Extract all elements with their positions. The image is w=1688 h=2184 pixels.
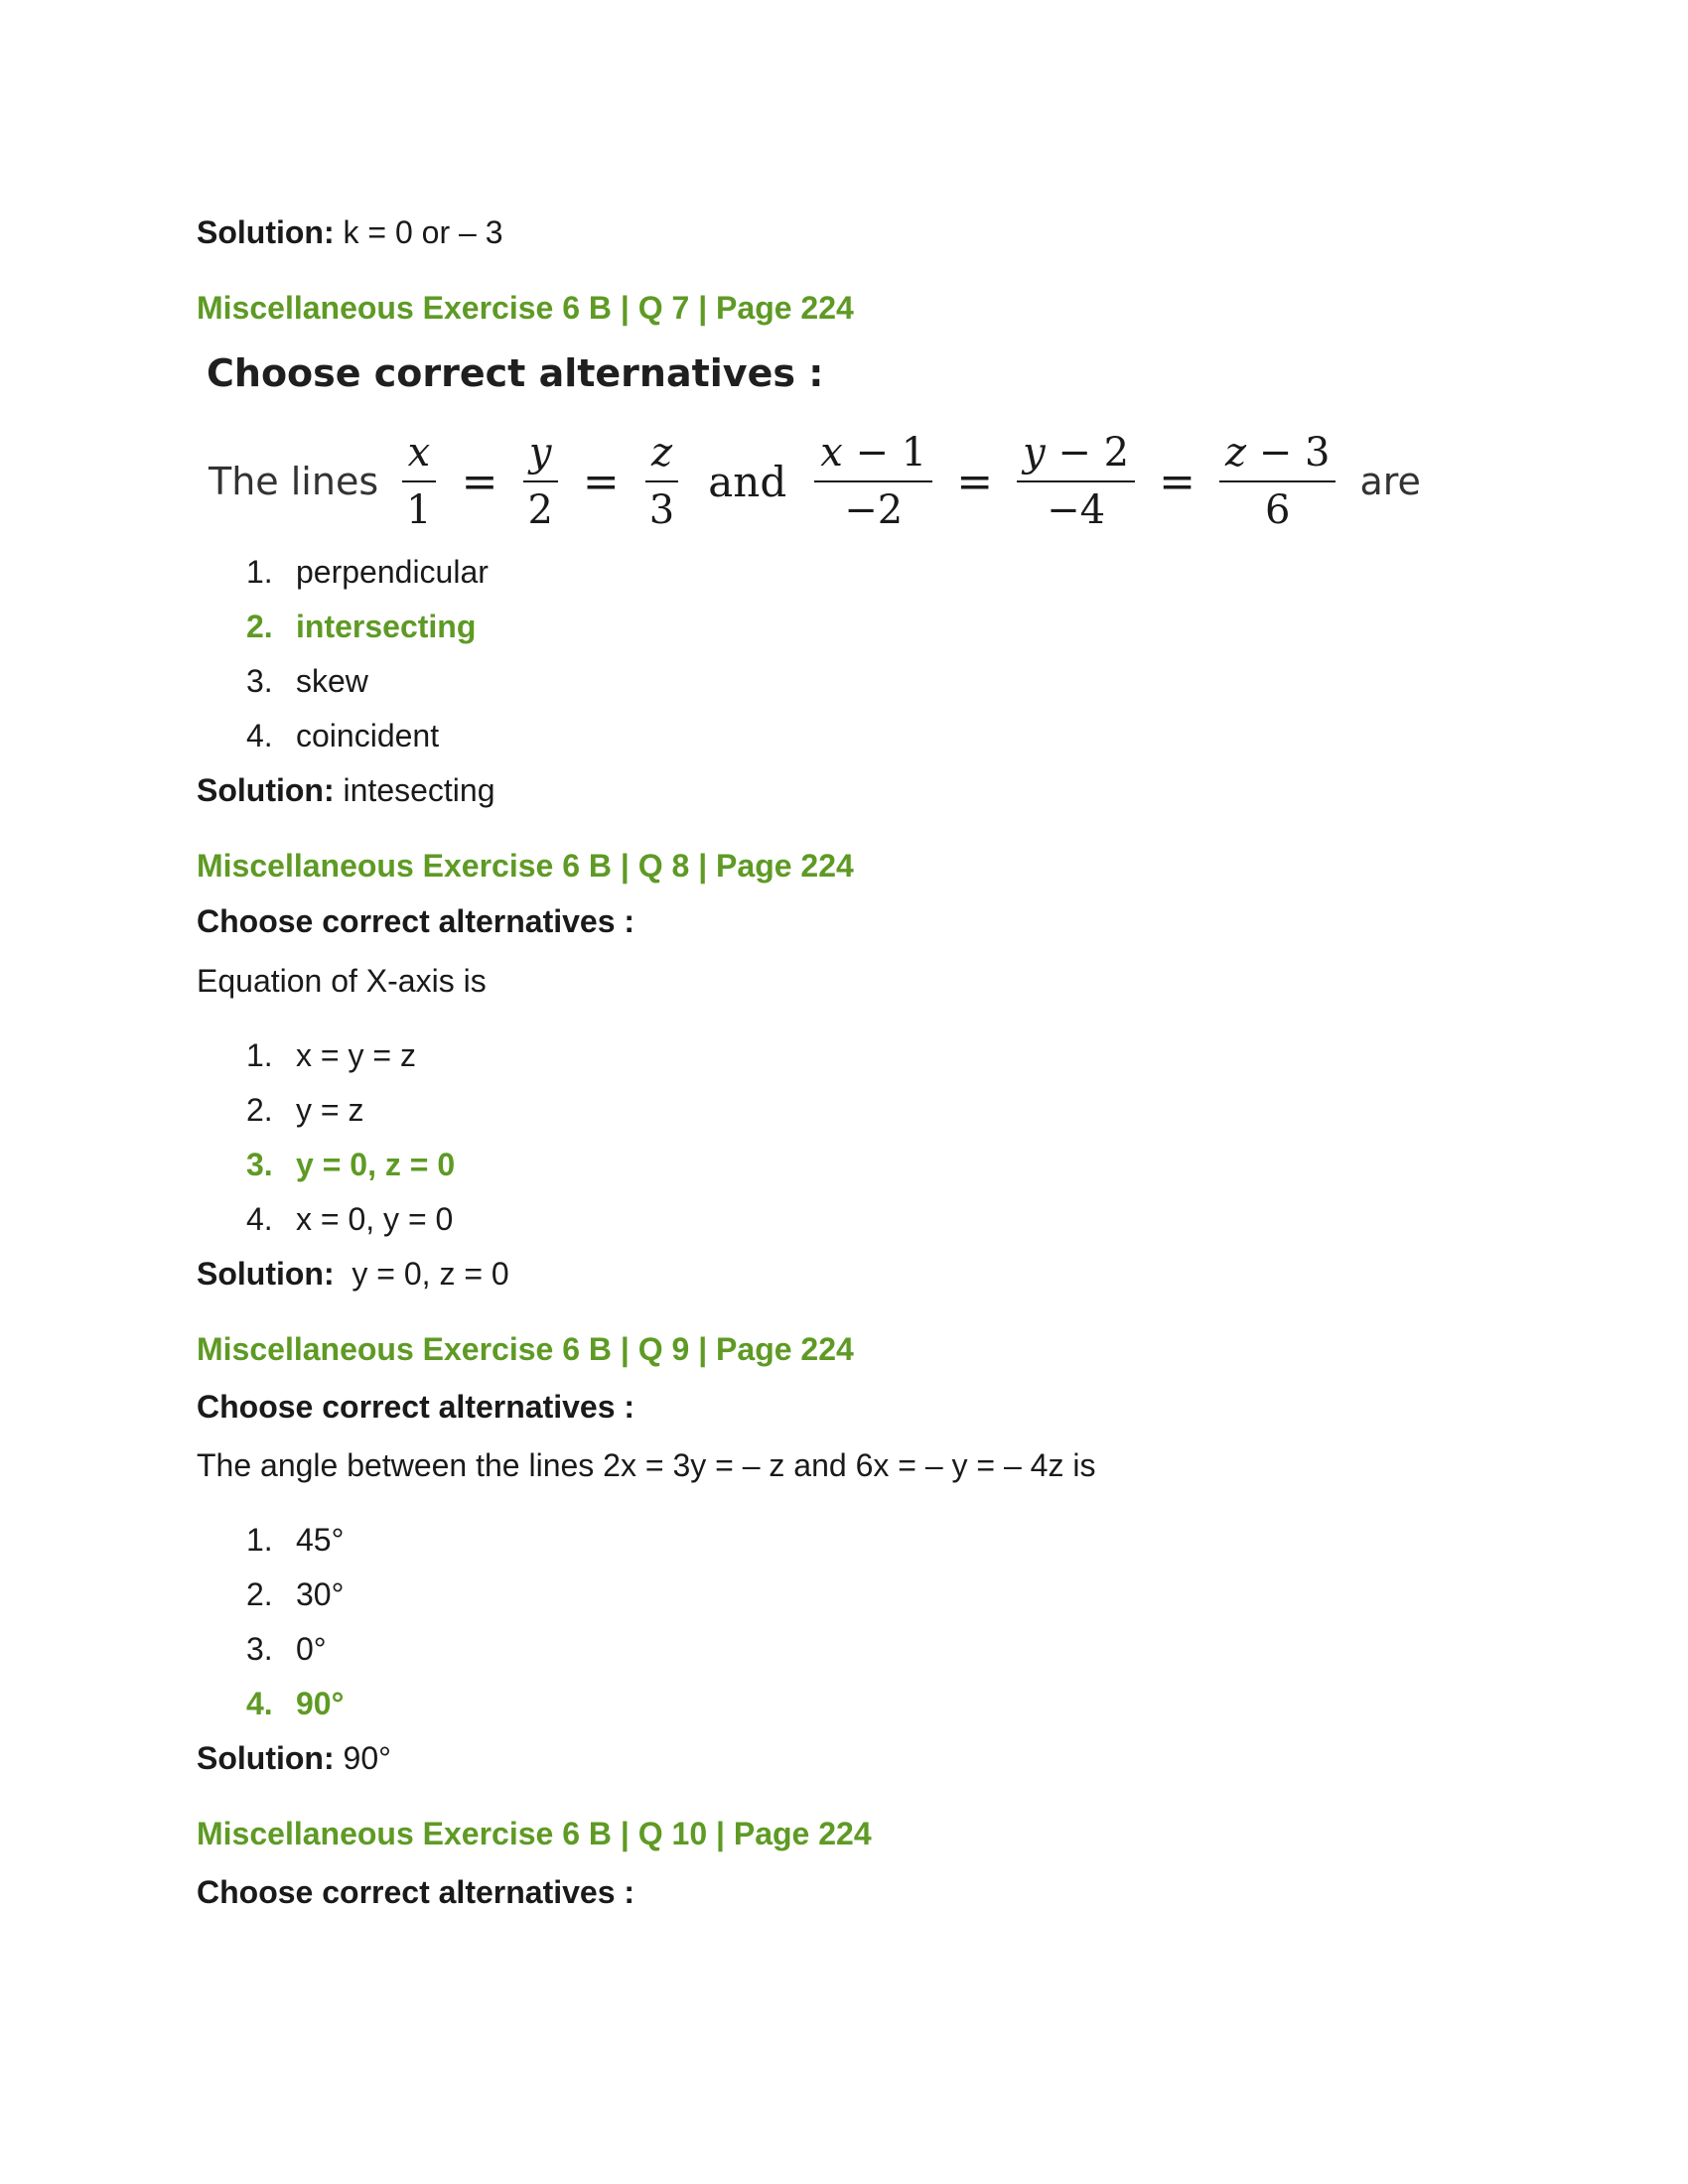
q7-solution: Solution: intesecting bbox=[197, 772, 495, 808]
fraction-x-minus-1: $\frac{x - 1}{-2}$ bbox=[814, 429, 932, 534]
q7-choose-heading: Choose correct alternatives : bbox=[207, 351, 824, 395]
fraction-z-minus-3: $\frac{z - 3}{6}$ bbox=[1219, 429, 1336, 534]
q9-option-3: 3. 0° bbox=[246, 1631, 327, 1667]
q7-option-1: 1. perpendicular bbox=[246, 554, 489, 590]
q8-heading[interactable]: Miscellaneous Exercise 6 B | Q 8 | Page 224 bbox=[197, 848, 854, 884]
q8-option-2: 2. y = z bbox=[246, 1092, 364, 1128]
q10-choose-heading: Choose correct alternatives : bbox=[197, 1874, 635, 1910]
q9-option-2: 2. 30° bbox=[246, 1576, 345, 1612]
q9-option-4-correct: 4. 90° bbox=[246, 1686, 345, 1721]
q9-option-1: 1. 45° bbox=[246, 1522, 345, 1558]
q8-option-3-correct: 3. y = 0, z = 0 bbox=[246, 1147, 456, 1182]
q9-heading[interactable]: Miscellaneous Exercise 6 B | Q 9 | Page 224 bbox=[197, 1331, 854, 1367]
q7-option-2-correct: 2. intersecting bbox=[246, 609, 477, 644]
equals-sign: = bbox=[582, 456, 620, 507]
equals-sign: = bbox=[956, 456, 994, 507]
q9-solution: Solution: 90° bbox=[197, 1740, 391, 1776]
q9-question: The angle between the lines 2x = 3y = – z and 6x = – y = – 4z is bbox=[197, 1447, 1096, 1483]
equals-sign: = bbox=[461, 456, 498, 507]
q8-choose-heading: Choose correct alternatives : bbox=[197, 903, 635, 939]
q7-suffix: are bbox=[1359, 460, 1421, 503]
solution-label: Solution: bbox=[197, 214, 335, 250]
q7-and: and bbox=[708, 457, 787, 506]
q7-heading[interactable]: Miscellaneous Exercise 6 B | Q 7 | Page 224 bbox=[197, 290, 854, 326]
equals-sign: = bbox=[1159, 456, 1196, 507]
q9-choose-heading: Choose correct alternatives : bbox=[197, 1389, 635, 1425]
q8-question: Equation of X-axis is bbox=[197, 963, 487, 999]
solution-value: k = 0 or – 3 bbox=[334, 214, 503, 250]
q8-option-4: 4. x = 0, y = 0 bbox=[246, 1201, 454, 1237]
q8-option-1: 1. x = y = z bbox=[246, 1037, 416, 1073]
q7-option-4: 4. coincident bbox=[246, 718, 440, 753]
q7-prefix: The lines bbox=[209, 460, 379, 503]
q8-solution: Solution: y = 0, z = 0 bbox=[197, 1256, 509, 1292]
fraction-y-minus-2: $\frac{y - 2}{-4}$ bbox=[1017, 429, 1135, 534]
q7-option-3: 3. skew bbox=[246, 663, 368, 699]
q10-heading[interactable]: Miscellaneous Exercise 6 B | Q 10 | Page 224 bbox=[197, 1816, 872, 1851]
fraction-x-over-1: $\frac{x}{1}$ bbox=[400, 429, 437, 534]
top-solution bbox=[197, 212, 503, 252]
fraction-y-over-2: $\frac{y}{2}$ bbox=[521, 429, 558, 534]
q7-question-equation bbox=[209, 422, 1421, 541]
fraction-z-over-3: $\frac{z}{3}$ bbox=[643, 429, 680, 534]
